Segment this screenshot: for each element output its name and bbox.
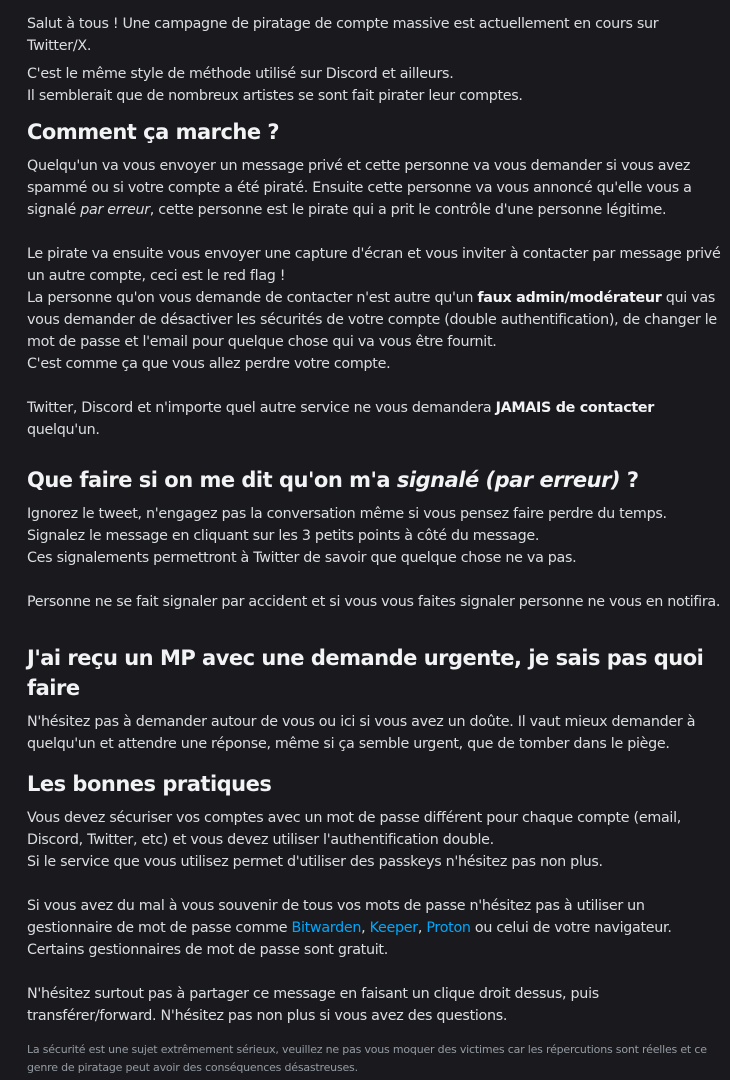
intro-line-2: C'est le même style de méthode utilisé sur Discord et ailleurs. (27, 66, 454, 82)
how-paragraph-3 (27, 397, 723, 441)
bitwarden-link[interactable]: Bitwarden (291, 920, 362, 936)
how-p2-text-b: qui vas vous demander de désactiver les sécurités de votre compte (double authentification), de changer le mot de passe et l'email pour quelque chose qui va vous être fournit. (27, 290, 717, 350)
how-p2-bold: faux admin/modérateur (477, 290, 662, 306)
how-paragraph-2-line-3: C'est comme ça que vous allez perdre votre compte. (27, 356, 391, 372)
practices-line-1: Vous devez sécuriser vos comptes avec un mot de passe différent pour chaque compte (email, Discord, Twitter, etc) et vous devez utiliser l'authentification double. (27, 810, 681, 848)
heading-urgent: J'ai reçu un MP avec une demande urgente, je sais pas quoi faire (27, 646, 704, 700)
how-p2-text-a: La personne qu'on vous demande de contacter n'est autre qu'un (27, 290, 478, 306)
how-paragraph-2-line-2 (27, 287, 723, 353)
heading-reported-emphasis: signalé (par erreur) (396, 468, 621, 492)
reported-line-3: Ces signalements permettront à Twitter de savoir que quelque chose ne va pas. (27, 550, 577, 566)
how-p3-text-b: quelqu'un. (27, 422, 100, 438)
footnote: La sécurité est une sujet extrêmement sérieux, veuillez ne pas vous moquer des victimes car les répercutions sont réelles et ce genre de piratage peut avoir des conséquences désastreuses. (27, 1043, 707, 1074)
heading-reported (27, 465, 723, 495)
how-paragraph-2-line-1: Le pirate va ensuite vous envoyer une capture d'écran et vous inviter à contacter par message privé un autre compte, ceci est le red flag ! (27, 246, 721, 284)
how-p1-emphasis: par erreur (80, 202, 150, 218)
link-separator-2: , (417, 920, 427, 936)
practices-l3-text-a: Si vous avez du mal à vous souvenir de tous vos mots de passe n'hésitez pas à utiliser un gestionnaire de mot de passe comme (27, 898, 645, 936)
practices-line-3 (27, 895, 723, 939)
reported-line-1: Ignorez le tweet, n'engagez pas la conversation même si vous pensez faire perdre du temps. (27, 506, 667, 522)
how-p3-bold: JAMAIS de contacter (495, 400, 655, 416)
heading-how-it-works: Comment ça marche ? (27, 120, 280, 144)
practices-line-4: Certains gestionnaires de mot de passe sont gratuit. (27, 942, 388, 958)
message-content (27, 13, 723, 1077)
practices-l3-text-b: ou celui de votre navigateur. (470, 920, 672, 936)
how-p1-text-b: , cette personne est le pirate qui a prit le contrôle d'une personne légitime. (149, 202, 667, 218)
link-separator-1: , (361, 920, 370, 936)
proton-link[interactable]: Proton (426, 920, 471, 936)
practices-line-2: Si le service que vous utilisez permet d'utiliser des passkeys n'hésitez pas non plus. (27, 854, 603, 870)
heading-reported-text-a: Que faire si on me dit qu'on m'a (27, 468, 397, 492)
how-paragraph-1 (27, 155, 723, 221)
urgent-paragraph: N'hésitez pas à demander autour de vous ou ici si vous avez un doûte. Il vaut mieux demander à quelqu'un et attendre une réponse, même si ça semble urgent, que de tomber dans le piège. (27, 714, 696, 752)
intro-line-3: Il semblerait que de nombreux artistes se sont fait pirater leur comptes. (27, 88, 523, 104)
how-p1-text-a: Quelqu'un va vous envoyer un message privé et cette personne va vous demander si vous avez spammé ou si votre compte a été piraté. Ensuite cette personne va vous annoncé qu'elle vous a signalé (27, 158, 692, 218)
intro-line-1: Salut à tous ! Une campagne de piratage de compte massive est actuellement en cours sur Twitter/X. (27, 16, 659, 54)
keeper-link[interactable]: Keeper (369, 920, 418, 936)
practices-line-5: N'hésitez surtout pas à partager ce message en faisant un clique droit dessus, puis transférer/forward. N'hésitez pas non plus si vous avez des questions. (27, 986, 599, 1024)
heading-reported-text-b: ? (620, 468, 639, 492)
reported-line-2: Signalez le message en cliquant sur les 3 petits points à côté du message. (27, 528, 540, 544)
heading-good-practices: Les bonnes pratiques (27, 772, 272, 796)
reported-line-4: Personne ne se fait signaler par accident et si vous vous faites signaler personne ne vous en notifira. (27, 594, 721, 610)
how-p3-text-a: Twitter, Discord et n'importe quel autre service ne vous demandera (27, 400, 496, 416)
